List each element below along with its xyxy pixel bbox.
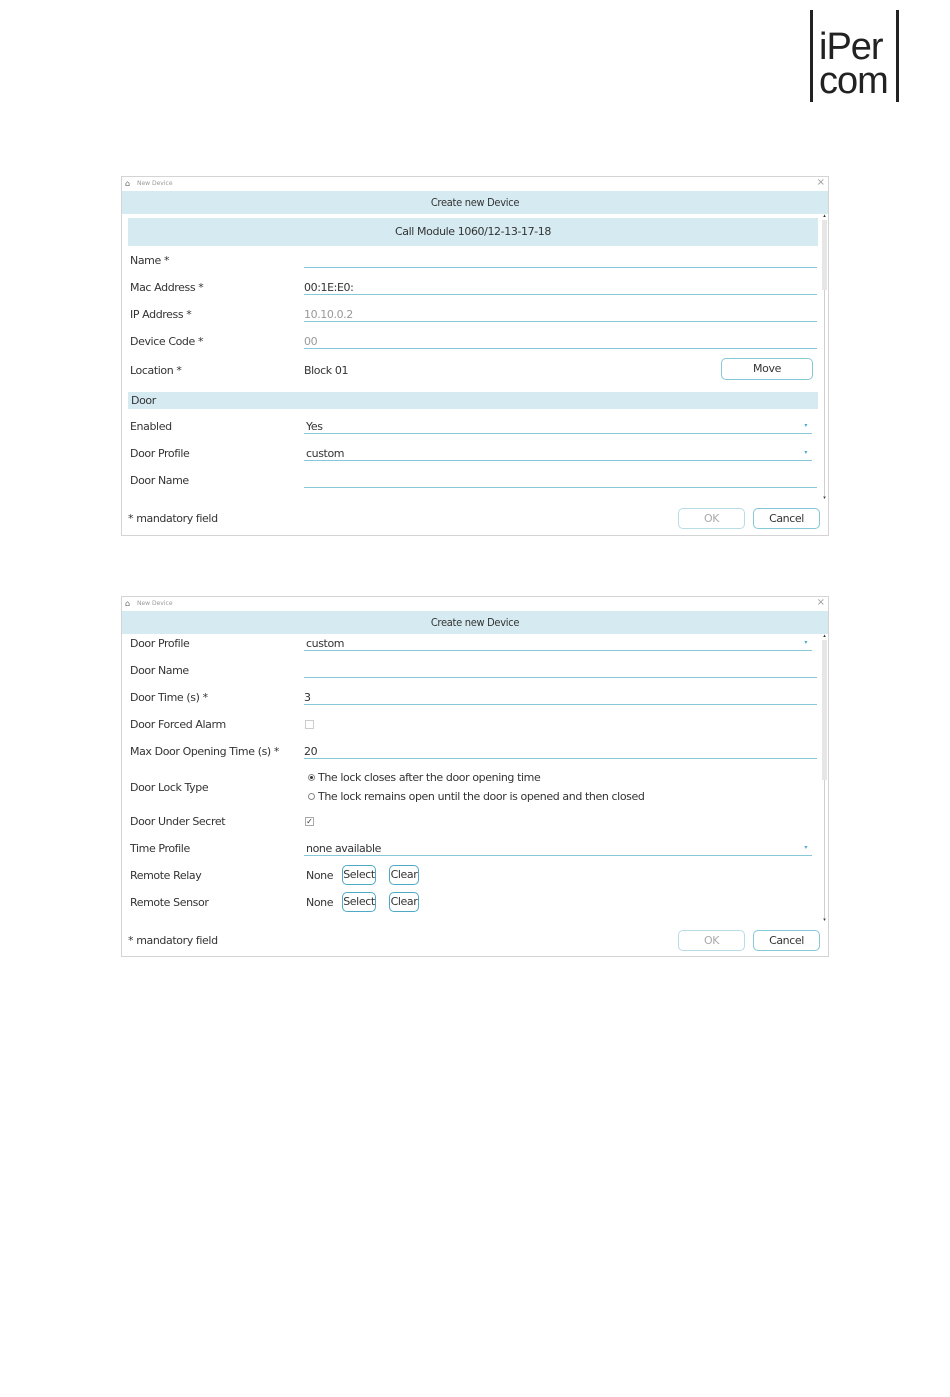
ok-button[interactable]: OK	[678, 508, 745, 529]
remote-relay-label: Remote Relay	[130, 869, 202, 882]
time-profile-label: Time Profile	[130, 842, 190, 855]
under-secret-checkbox[interactable]: ✓	[306, 817, 313, 826]
lock-type-label: Door Lock Type	[130, 781, 209, 794]
scroll-down-icon[interactable]: ▾	[823, 495, 826, 501]
dialog-header: Create new Device	[122, 611, 828, 634]
new-device-dialog-2	[121, 596, 829, 957]
remote-sensor-select-button[interactable]: Select	[342, 892, 376, 912]
forced-alarm-label: Door Forced Alarm	[130, 718, 226, 731]
remote-sensor-value: None	[306, 896, 334, 909]
dialog-content	[122, 214, 828, 534]
remote-relay-clear-button[interactable]: Clear	[389, 865, 419, 885]
remote-sensor-clear-button[interactable]: Clear	[389, 892, 419, 912]
chevron-down-icon: ▾	[804, 449, 807, 456]
logo-bar-right	[896, 10, 899, 102]
door-section-header: Door	[128, 392, 818, 409]
mandatory-note: * mandatory field	[128, 934, 218, 947]
ok-button[interactable]: OK	[678, 930, 745, 951]
door-profile-label: Door Profile	[130, 447, 190, 460]
ipercom-logo	[810, 10, 902, 104]
name-label: Name *	[130, 254, 170, 267]
scroll-thumb[interactable]	[822, 220, 827, 290]
forced-alarm-checkbox[interactable]	[305, 720, 314, 729]
dialog-content	[122, 634, 828, 956]
lock-type-option-1: The lock closes after the door opening time	[318, 771, 541, 784]
remote-relay-select-button[interactable]: Select	[342, 865, 376, 885]
mac-address-label: Mac Address *	[130, 281, 204, 294]
title-bar	[122, 597, 828, 611]
door-name-label: Door Name	[130, 664, 189, 677]
chevron-down-icon: ▾	[804, 639, 807, 646]
ip-address-input[interactable]: 10.10.0.2	[304, 308, 817, 322]
enabled-select[interactable]	[304, 420, 812, 434]
door-name-label: Door Name	[130, 474, 189, 487]
cancel-button[interactable]: Cancel	[753, 508, 820, 529]
location-label: Location *	[130, 364, 182, 377]
ip-address-label: IP Address *	[130, 308, 192, 321]
app-icon: ⌂	[125, 599, 131, 608]
mac-address-input[interactable]: 00:1E:E0:	[304, 281, 817, 295]
window-title: New Device	[137, 600, 173, 607]
scroll-up-icon[interactable]: ▴	[823, 213, 826, 219]
title-bar	[122, 177, 828, 191]
door-profile-label: Door Profile	[130, 637, 190, 650]
device-model-header: Call Module 1060/12-13-17-18	[128, 218, 818, 246]
door-profile-value: custom	[306, 447, 345, 460]
chevron-down-icon: ▾	[804, 844, 807, 851]
app-icon: ⌂	[125, 179, 131, 188]
location-value: Block 01	[304, 364, 349, 377]
lock-type-radio-1[interactable]	[308, 774, 315, 781]
door-name-input[interactable]	[304, 664, 817, 678]
max-open-label: Max Door Opening Time (s) *	[130, 745, 280, 758]
name-input[interactable]	[304, 254, 817, 268]
chevron-down-icon: ▾	[804, 422, 807, 429]
door-profile-select[interactable]	[304, 447, 812, 461]
door-profile-value: custom	[306, 637, 345, 650]
vertical-scrollbar[interactable]	[822, 634, 827, 924]
scroll-thumb[interactable]	[822, 640, 827, 780]
logo-text-line2: com	[819, 60, 888, 102]
door-time-label: Door Time (s) *	[130, 691, 208, 704]
enabled-value: Yes	[306, 420, 323, 433]
scroll-down-icon[interactable]: ▾	[823, 917, 826, 923]
vertical-scrollbar[interactable]	[822, 214, 827, 502]
cancel-button[interactable]: Cancel	[753, 930, 820, 951]
max-open-input[interactable]: 20	[304, 745, 817, 759]
device-code-input[interactable]: 00	[304, 335, 817, 349]
lock-type-radio-2[interactable]	[308, 793, 315, 800]
remote-relay-value: None	[306, 869, 334, 882]
under-secret-label: Door Under Secret	[130, 815, 226, 828]
time-profile-select[interactable]	[304, 842, 812, 856]
close-icon[interactable]: ×	[816, 177, 825, 188]
close-icon[interactable]: ×	[816, 597, 825, 608]
enabled-label: Enabled	[130, 420, 172, 433]
lock-type-option-2: The lock remains open until the door is opened and then closed	[318, 790, 645, 803]
door-name-input[interactable]	[304, 474, 817, 488]
move-button[interactable]: Move	[721, 358, 813, 380]
new-device-dialog-1	[121, 176, 829, 536]
logo-bar-left	[810, 10, 813, 102]
remote-sensor-label: Remote Sensor	[130, 896, 209, 909]
device-code-label: Device Code *	[130, 335, 204, 348]
door-profile-select[interactable]	[304, 637, 812, 651]
time-profile-value: none available	[306, 842, 381, 855]
window-title: New Device	[137, 180, 173, 187]
dialog-header: Create new Device	[122, 191, 828, 214]
mandatory-note: * mandatory field	[128, 512, 218, 525]
door-time-input[interactable]: 3	[304, 691, 817, 705]
scroll-up-icon[interactable]: ▴	[823, 633, 826, 639]
logo-text-line1: iPer	[819, 26, 883, 68]
